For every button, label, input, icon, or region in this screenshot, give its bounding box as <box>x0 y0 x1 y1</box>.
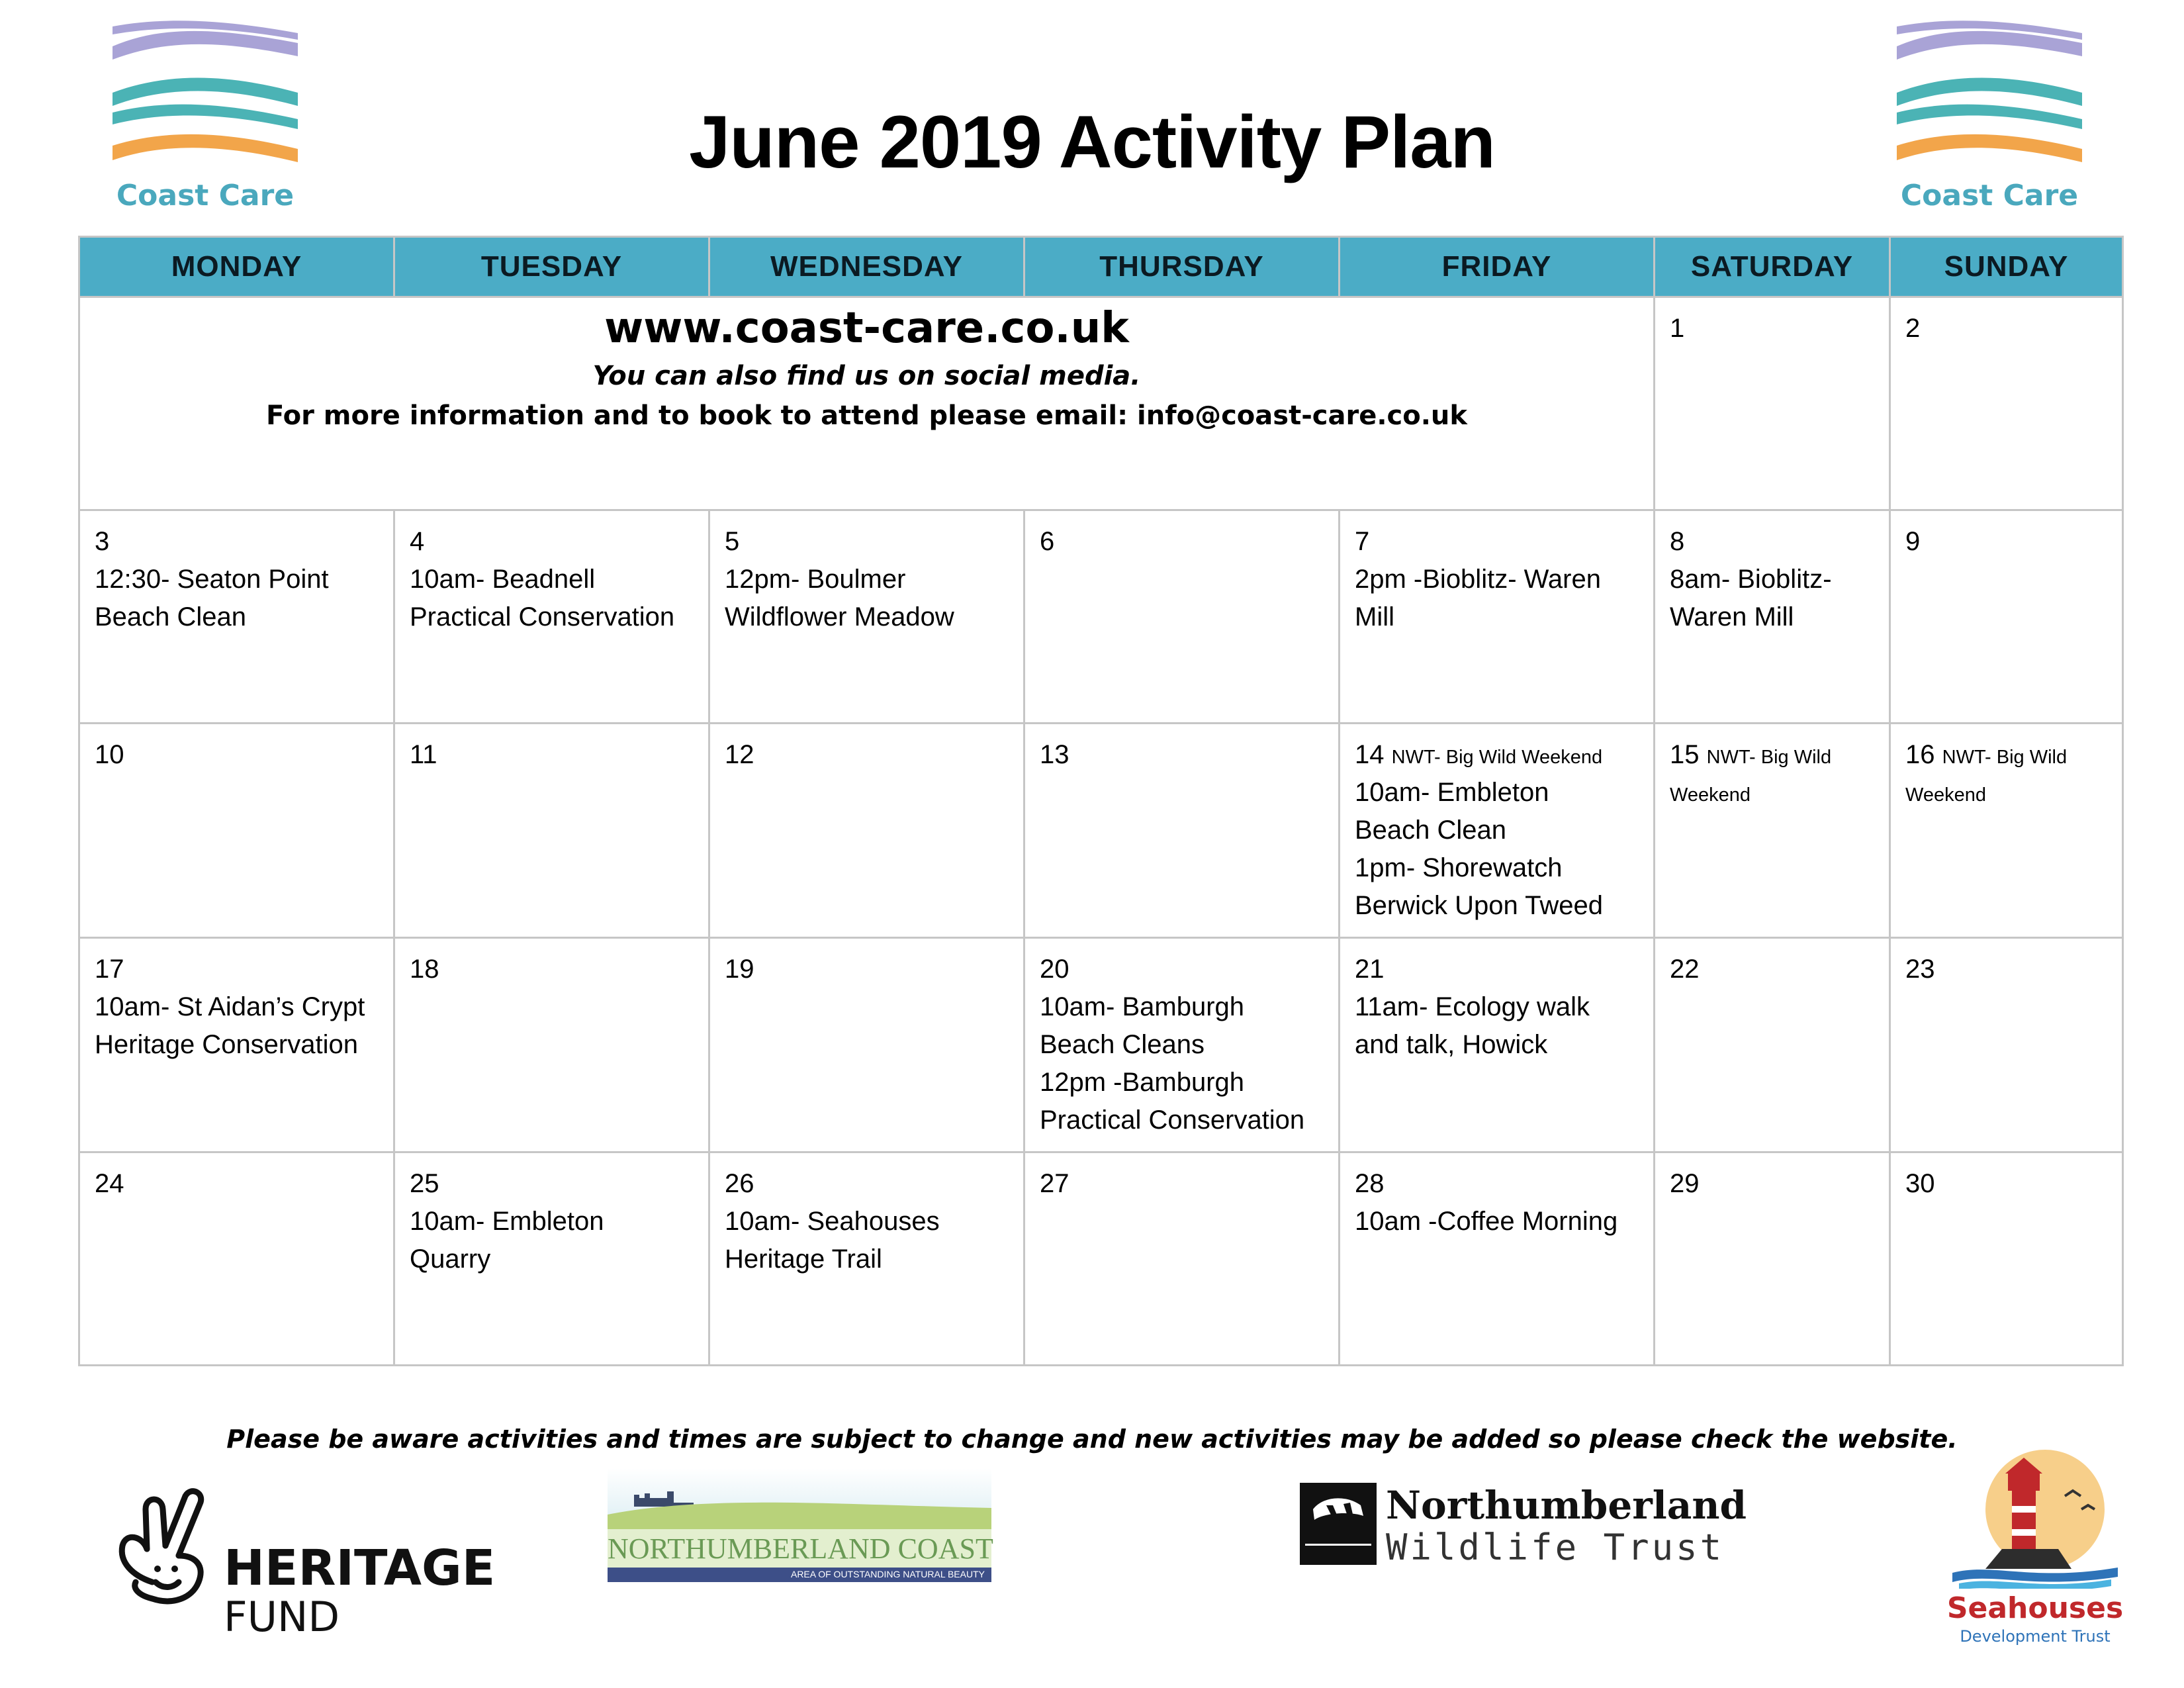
day-cell <box>1890 938 2123 1152</box>
day-cell <box>1024 510 1340 724</box>
day-cell <box>1024 1152 1340 1366</box>
event-line: 11am- Ecology walk <box>1355 992 1590 1021</box>
week-row <box>79 938 2123 1152</box>
event-line: and talk, Howick <box>1355 1030 1548 1059</box>
day-note: NWT- Big Wild Weekend <box>1391 747 1603 768</box>
day-number-value: 30 <box>1905 1169 1935 1198</box>
contact-info: For more information and to book to attend please email: info@coast-care.co.uk <box>265 400 1468 431</box>
day-number <box>1355 1165 1639 1203</box>
event-line: 10am- Embleton <box>410 1207 604 1236</box>
day-number-value: 5 <box>725 527 740 556</box>
day-cell <box>79 724 394 938</box>
day-number <box>1040 951 1324 988</box>
event-line: 8am- Bioblitz- <box>1670 565 1832 594</box>
day-number <box>95 736 379 774</box>
day-number <box>1905 736 2107 812</box>
day-cell <box>709 724 1024 938</box>
social-text: You can also find us on social media. <box>592 361 1141 391</box>
day-cell <box>1890 510 2123 724</box>
day-cell <box>1890 297 2123 510</box>
day-cell <box>709 510 1024 724</box>
day-number <box>725 1165 1009 1203</box>
day-cell <box>1655 1152 1890 1366</box>
event-line: 1pm- Shorewatch <box>1355 853 1563 882</box>
weekday-header-row <box>79 237 2123 297</box>
day-number-value: 26 <box>725 1169 754 1198</box>
weekday-header: FRIDAY <box>1340 237 1655 297</box>
day-number-value: 7 <box>1355 527 1370 556</box>
day-number <box>1905 523 2107 561</box>
intro-cell <box>79 297 1655 510</box>
weekday-header: WEDNESDAY <box>709 237 1024 297</box>
event-line: 10am- St Aidan’s Crypt <box>95 992 365 1021</box>
day-cell <box>1655 510 1890 724</box>
day-cell <box>1340 724 1655 938</box>
day-number <box>95 523 379 561</box>
weekday-header: SUNDAY <box>1890 237 2123 297</box>
day-number <box>725 736 1009 774</box>
day-number <box>1355 736 1639 774</box>
week-row <box>79 297 2123 510</box>
day-cell <box>1655 724 1890 938</box>
event-line: 12pm- Boulmer <box>725 565 906 594</box>
day-number-value: 2 <box>1905 314 1921 343</box>
disclaimer-text: Please be aware activities and times are subject to change and new activities may be added so please check the website. <box>226 1425 1958 1454</box>
aonb-text: AREA OF OUTSTANDING NATURAL BEAUTY <box>790 1569 985 1579</box>
day-note: NWT- Big Wild Weekend <box>1670 747 1832 806</box>
day-number <box>725 951 1009 988</box>
event-line: 10am- Beadnell <box>410 565 596 594</box>
day-number-value: 25 <box>410 1169 439 1198</box>
day-number-value: 15 <box>1670 740 1700 769</box>
day-cell <box>1890 724 2123 938</box>
event-line: Heritage Conservation <box>95 1030 358 1059</box>
nwt-subtitle: Wildlife Trust <box>1386 1526 1725 1568</box>
seahouses-text: Seahouses <box>1946 1591 2124 1625</box>
day-number-value: 19 <box>725 955 754 984</box>
day-number <box>95 1165 379 1203</box>
day-number-value: 18 <box>410 955 439 984</box>
day-number <box>1670 1165 1874 1203</box>
event-line: Beach Clean <box>95 602 247 632</box>
day-number <box>1670 736 1874 812</box>
day-cell <box>1890 1152 2123 1366</box>
day-cell <box>1340 1152 1655 1366</box>
northumberland-coast-logo <box>608 1468 991 1587</box>
lighthouse-icon <box>1939 1443 2131 1589</box>
day-number-value: 17 <box>95 955 124 984</box>
badger-icon <box>1300 1483 1377 1565</box>
heritage-text: HERITAGE <box>224 1540 496 1597</box>
day-number <box>1040 736 1324 774</box>
day-number-value: 22 <box>1670 955 1700 984</box>
day-number-value: 11 <box>410 740 437 769</box>
nwt-name: Northumberland <box>1386 1483 1747 1528</box>
day-number <box>1040 1165 1324 1203</box>
week-row <box>79 724 2123 938</box>
website-link[interactable]: www.coast-care.co.uk <box>604 304 1129 353</box>
day-number-value: 29 <box>1670 1169 1700 1198</box>
day-cell <box>1340 510 1655 724</box>
event-line: 12:30- Seaton Point <box>95 565 329 594</box>
logo-text: Coast Care <box>116 179 295 212</box>
day-number <box>1355 523 1639 561</box>
day-cell <box>394 1152 709 1366</box>
day-number <box>1905 1165 2107 1203</box>
event-line: 10am -Coffee Morning <box>1355 1207 1618 1236</box>
weekday-header: SATURDAY <box>1655 237 1890 297</box>
day-number <box>1670 951 1874 988</box>
event-line: Wildflower Meadow <box>725 602 954 632</box>
day-cell <box>1655 938 1890 1152</box>
day-number-value: 21 <box>1355 955 1385 984</box>
day-number-value: 12 <box>725 740 754 769</box>
day-number <box>410 736 694 774</box>
day-number-value: 23 <box>1905 955 1935 984</box>
event-line: Practical Conservation <box>410 602 675 632</box>
day-number <box>1355 951 1639 988</box>
development-trust-text: Development Trust <box>1960 1627 2111 1646</box>
day-number-value: 24 <box>95 1169 124 1198</box>
day-number-value: 16 <box>1905 740 1935 769</box>
day-number-value: 4 <box>410 527 425 556</box>
event-line: Mill <box>1355 602 1394 632</box>
heritage-fund-logo <box>106 1483 496 1641</box>
day-cell <box>709 938 1024 1152</box>
day-number <box>1905 951 2107 988</box>
day-cell <box>1655 297 1890 510</box>
day-number <box>1040 523 1324 561</box>
day-note: NWT- Big Wild Weekend <box>1905 747 2068 806</box>
day-cell <box>79 510 394 724</box>
logo-text: Coast Care <box>1900 179 2079 212</box>
seahouses-development-trust-logo <box>1939 1443 2131 1648</box>
day-number-value: 1 <box>1670 314 1685 343</box>
day-number <box>1670 523 1874 561</box>
event-line: Beach Clean <box>1355 816 1507 845</box>
day-cell <box>394 724 709 938</box>
event-line: 12pm -Bamburgh <box>1040 1068 1245 1097</box>
day-number-value: 9 <box>1905 527 1921 556</box>
day-number-value: 20 <box>1040 955 1069 984</box>
day-number-value: 6 <box>1040 527 1055 556</box>
day-number-value: 10 <box>95 740 124 769</box>
day-cell <box>1340 938 1655 1152</box>
day-number <box>95 951 379 988</box>
day-cell <box>709 1152 1024 1366</box>
day-number <box>1905 310 2107 348</box>
day-cell <box>79 1152 394 1366</box>
fund-text: FUND <box>224 1593 340 1641</box>
day-cell <box>394 938 709 1152</box>
event-line: Quarry <box>410 1244 491 1274</box>
week-row <box>79 1152 2123 1366</box>
page-title: June 2019 Activity Plan <box>689 101 1495 183</box>
day-number <box>725 523 1009 561</box>
northumberland-wildlife-trust-logo <box>1300 1483 1747 1575</box>
event-line: 10am- Seahouses <box>725 1207 940 1236</box>
event-line: 10am- Embleton <box>1355 778 1549 807</box>
event-line: Beach Cleans <box>1040 1030 1205 1059</box>
day-number-value: 27 <box>1040 1169 1069 1198</box>
northumberland-coast-text: NORTHUMBERLAND COAST <box>608 1532 993 1565</box>
day-cell <box>1024 938 1340 1152</box>
day-number-value: 8 <box>1670 527 1685 556</box>
event-line: Waren Mill <box>1670 602 1794 632</box>
event-line: Practical Conservation <box>1040 1105 1305 1135</box>
weekday-header: TUESDAY <box>394 237 709 297</box>
event-line: 2pm -Bioblitz- Waren <box>1355 565 1601 594</box>
week-row <box>79 510 2123 724</box>
day-number-value: 14 <box>1355 740 1385 769</box>
day-cell <box>79 938 394 1152</box>
day-cell <box>394 510 709 724</box>
calendar-table <box>78 236 2124 1366</box>
event-line: Heritage Trail <box>725 1244 882 1274</box>
day-number-value: 3 <box>95 527 110 556</box>
day-number <box>410 951 694 988</box>
day-number <box>410 1165 694 1203</box>
day-number <box>1670 310 1874 348</box>
weekday-header: THURSDAY <box>1024 237 1340 297</box>
event-line: Berwick Upon Tweed <box>1355 891 1603 920</box>
day-number <box>410 523 694 561</box>
day-number-value: 13 <box>1040 740 1069 769</box>
weekday-header: MONDAY <box>79 237 394 297</box>
crossed-fingers-icon <box>106 1483 218 1628</box>
day-cell <box>1024 724 1340 938</box>
event-line: 10am- Bamburgh <box>1040 992 1245 1021</box>
day-number-value: 28 <box>1355 1169 1385 1198</box>
